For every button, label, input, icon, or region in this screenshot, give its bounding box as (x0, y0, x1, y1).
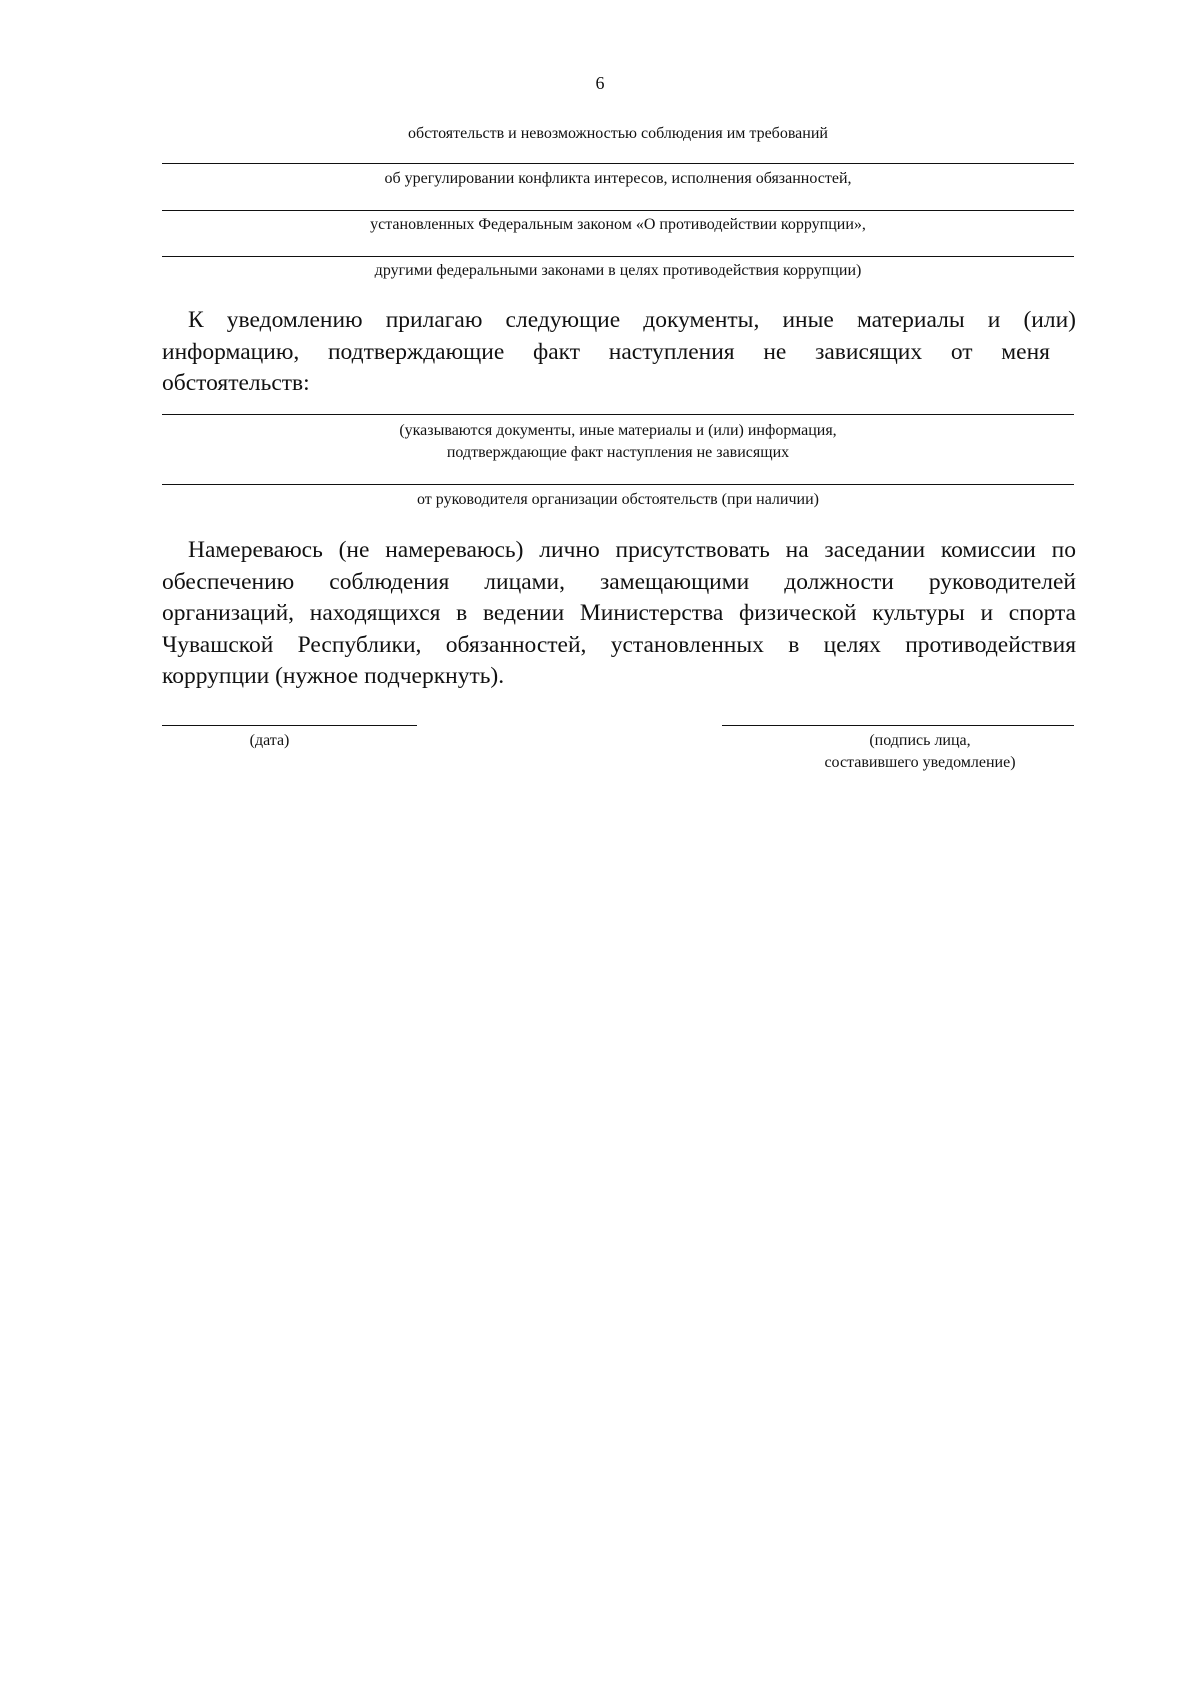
header-line-4: другими федеральными законами в целях противодействия коррупции) (374, 262, 862, 279)
date-label: (дата) (249, 732, 290, 749)
date-line (162, 725, 417, 726)
intent-line-1: Намереваюсь (не намереваюсь) лично присутствовать на заседании комиссии по (188, 537, 1076, 563)
intent-paragraph (162, 535, 1076, 693)
header-line-2: об урегулировании конфликта интересов, исполнения обязанностей, (384, 170, 852, 187)
attachments-line-1: К уведомлению прилагаю следующие документы, иные материалы и (или) (188, 307, 1076, 333)
intent-line-3: организаций, находящихся в ведении Министерства физической культуры и спорта (162, 600, 1076, 626)
attachments-fill-line-1 (162, 414, 1074, 415)
header-line-1: обстоятельств и невозможностью соблюдения им требований (408, 125, 828, 142)
intent-line-2: обеспечению соблюдения лицами, замещающими должности руководителей (162, 568, 1076, 595)
intent-line-4: Чувашской Республики, обязанностей, установленных в целях противодействия (162, 631, 1076, 658)
form-line-2 (162, 210, 1074, 211)
form-line-1 (162, 163, 1074, 164)
signature-line (722, 725, 1074, 726)
intent-line-5: коррупции (нужное подчеркнуть). (162, 663, 505, 689)
attachments-caption-line-2: подтверждающие факт наступления не зависящих (446, 444, 790, 461)
attachments-fill-line-2 (162, 484, 1074, 485)
header-line-3: установленных Федеральным законом «О противодействии коррупции», (370, 216, 866, 233)
attachments-line-3: обстоятельств: (162, 370, 310, 396)
page-number: 6 (595, 73, 605, 93)
signature-label-line-1: (подпись лица, (869, 732, 971, 749)
signature-label-line-2: составившего уведомление) (824, 754, 1016, 771)
attachments-paragraph (162, 305, 1076, 400)
attachments-caption-line-1: (указываются документы, иные материалы и (или) информация, (399, 422, 837, 439)
attachments-line-2: информацию, подтверждающие факт наступления не зависящих от меня (162, 338, 1050, 365)
form-line-3 (162, 256, 1074, 257)
attachments-caption-line-3: от руководителя организации обстоятельств (при наличии) (417, 491, 819, 508)
